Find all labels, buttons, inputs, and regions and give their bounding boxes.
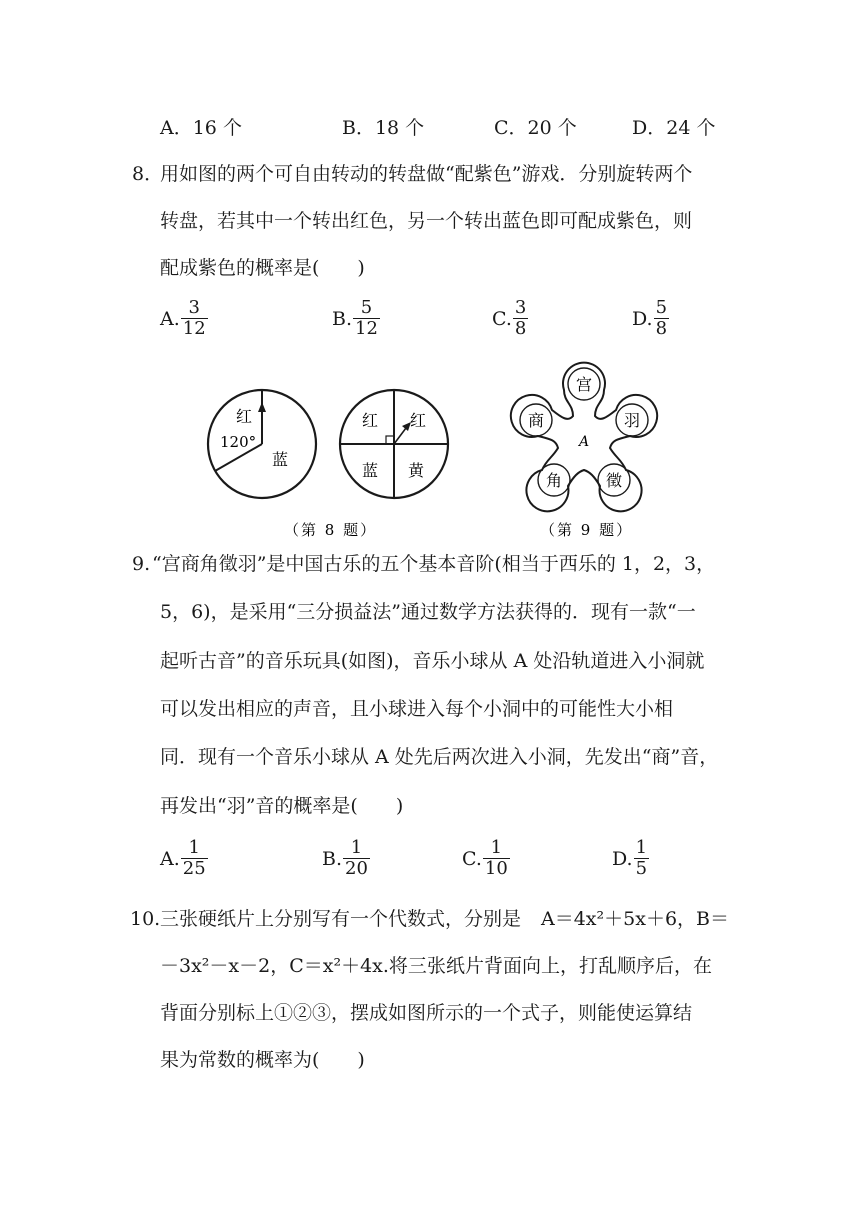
q7-option-d: D．24 个	[632, 117, 716, 139]
q9-line-3: 起听古音”的音乐玩具(如图)，音乐小球从 A 处沿轨道进入小洞就	[160, 650, 705, 672]
q8-line-3: 配成紫色的概率是( )	[160, 257, 365, 279]
q7-option-b: B．18 个	[342, 117, 425, 139]
q10-line-4: 果为常数的概率为( )	[160, 1049, 365, 1071]
figure-8-caption: （第 8 题）	[284, 521, 378, 539]
fraction: $\frac{1}{10}$	[484, 837, 508, 879]
fraction: $\frac{5}{8}$	[655, 297, 668, 339]
figure-9-caption: （第 9 题）	[540, 521, 634, 539]
q10-line-1-expr: A＝4x²＋5x＋6，B＝	[541, 908, 729, 930]
spinner-1	[208, 390, 316, 498]
spinner-2	[340, 390, 448, 498]
q9-option-c: C. $\frac{1}{10}$	[462, 837, 508, 879]
q8-option-b: B. $\frac{5}{12}$	[332, 297, 378, 339]
flower-left-label: 商	[528, 411, 545, 430]
q8-option-c: C. $\frac{3}{8}$	[492, 297, 527, 339]
fraction: $\frac{5}{12}$	[355, 297, 378, 339]
q7-option-c: C．20 个	[494, 117, 577, 139]
fraction: $\frac{1}{20}$	[345, 837, 368, 879]
q7-option-a: A．16 个	[160, 117, 242, 139]
flower-bottom-left-label: 角	[546, 471, 563, 490]
q8-option-a: A. $\frac{3}{12}$	[160, 297, 206, 339]
q9-line-2: 5，6)，是采用“三分损益法”通过数学方法获得的．现有一款“一	[160, 601, 696, 623]
flower-center-label: A	[579, 434, 590, 450]
q8-line-2: 转盘，若其中一个转出红色，另一个转出蓝色即可配成紫色，则	[160, 210, 693, 232]
fraction: $\frac{1}{5}$	[635, 837, 648, 879]
spinner2-yellow-label: 黄	[408, 461, 425, 480]
q9-line-1: “宫商角徵羽”是中国古乐的五个基本音阶(相当于西乐的 1，2，3，	[152, 553, 716, 575]
flower-top-label: 宫	[576, 375, 593, 394]
flower-toy	[511, 363, 657, 512]
spinner1-red-label: 红	[236, 407, 253, 426]
q8-option-d: D. $\frac{5}{8}$	[632, 297, 668, 339]
q10-number: 10.	[130, 908, 161, 930]
q9-line-5: 同．现有一个音乐小球从 A 处先后两次进入小洞，先发出“商”音，	[160, 746, 719, 768]
q9-option-a: A. $\frac{1}{25}$	[160, 837, 206, 879]
spinner2-blue-label: 蓝	[362, 461, 379, 480]
q10-line-1-text: 三张硬纸片上分别写有一个代数式，分别是	[160, 908, 522, 930]
fraction: $\frac{1}{25}$	[182, 837, 206, 879]
q10-line-3: 背面分别标上①②③，摆成如图所示的一个式子，则能使运算结	[160, 1002, 693, 1024]
q9-number: 9.	[132, 553, 151, 575]
spinner1-angle-label: 120°	[220, 433, 257, 451]
spinner1-blue-label: 蓝	[272, 450, 289, 469]
q9-option-d: D. $\frac{1}{5}$	[612, 837, 648, 879]
q10-line-2: －3x²－x－2，C＝x²＋4x.将三张纸片背面向上，打乱顺序后，在	[160, 955, 712, 977]
fraction: $\frac{3}{8}$	[514, 297, 527, 339]
spinner2-red-label-2: 红	[410, 411, 427, 430]
flower-bottom-right-label: 徵	[606, 471, 623, 490]
figures	[0, 360, 860, 550]
q9-line-4: 可以发出相应的声音，且小球进入每个小洞中的可能性大小相	[160, 698, 674, 720]
q8-line-1: 用如图的两个可自由转动的转盘做“配紫色”游戏．分别旋转两个	[160, 163, 693, 185]
q8-number: 8．	[132, 163, 164, 185]
spinner2-red-label-1: 红	[362, 411, 379, 430]
flower-right-label: 羽	[624, 411, 641, 430]
q9-line-6: 再发出“羽”音的概率是( )	[160, 795, 404, 817]
q9-option-b: B. $\frac{1}{20}$	[322, 837, 368, 879]
fraction: $\frac{3}{12}$	[182, 297, 206, 339]
